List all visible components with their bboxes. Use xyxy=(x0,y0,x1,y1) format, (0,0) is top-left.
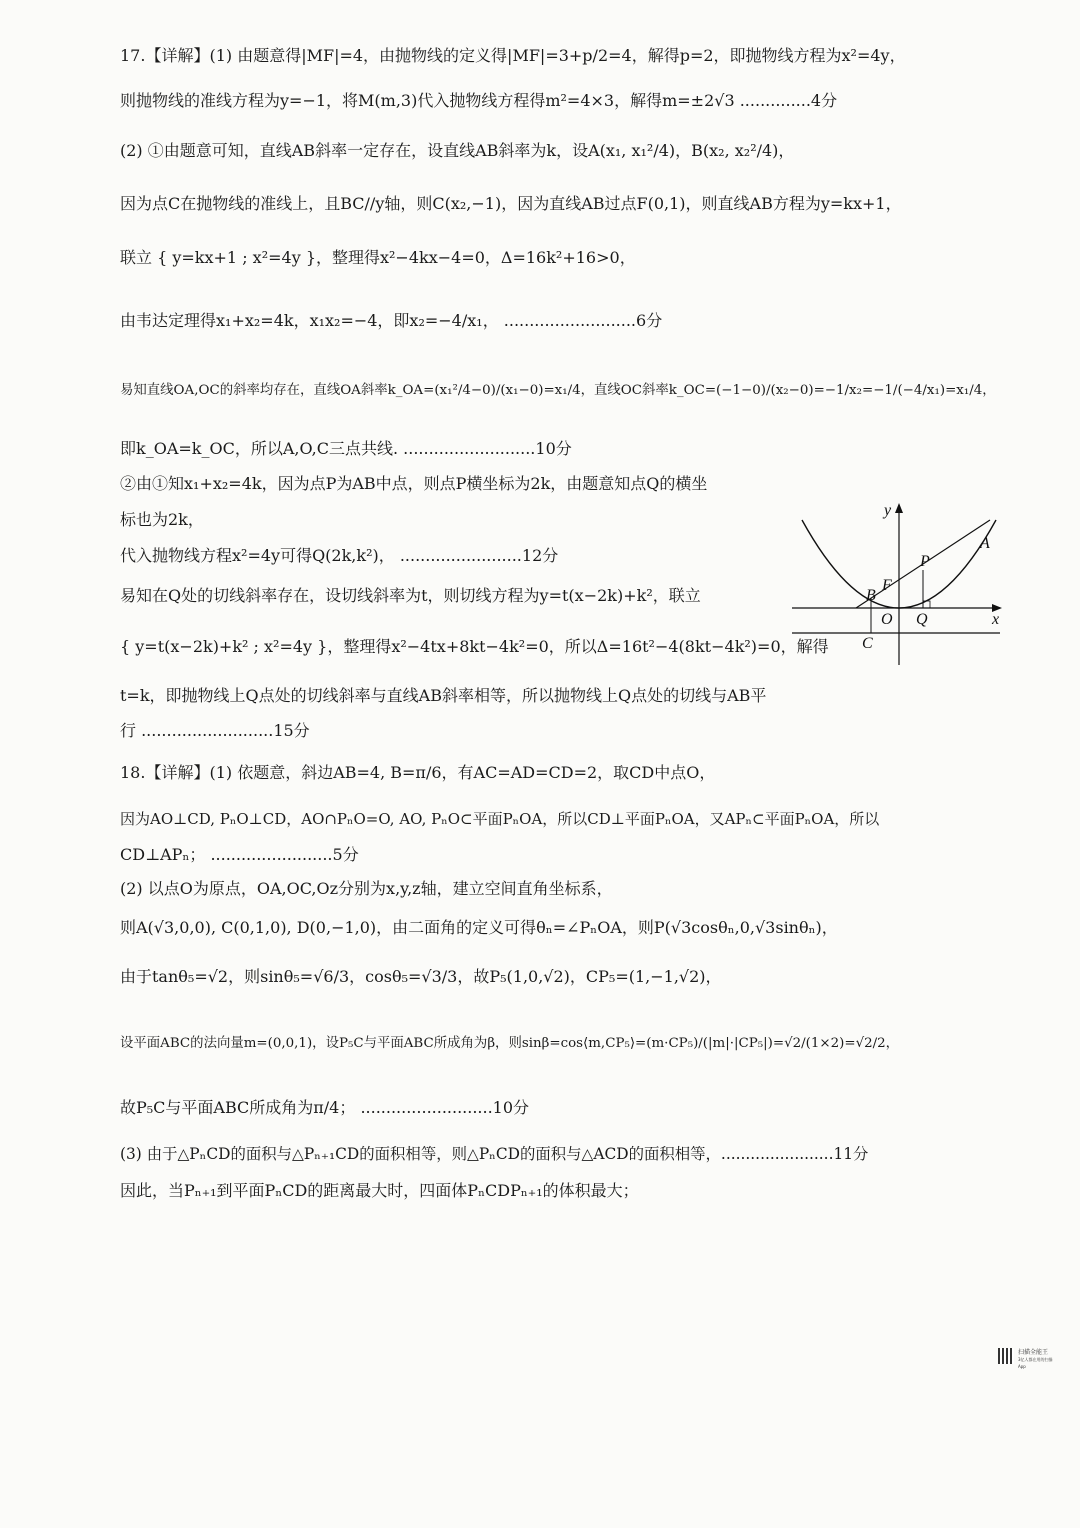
scanner-watermark xyxy=(1018,1349,1056,1369)
text-line: { y=t(x−2k)+k² ; x²=4y }，整理得x²−4tx+8kt−4k²=0，所以Δ=16t²−4(8kt−4k²)=0，解得 xyxy=(120,637,829,656)
label-x: x xyxy=(992,611,1000,628)
text-line: 设平面ABC的法向量m=(0,0,1)，设P₅C与平面ABC所成角为β，则sinβ=cos⟨m,CP₅⟩=(m·CP₅)/(|m|·|CP₅|)=√2/(1×2)=√2/2， xyxy=(120,1036,900,1051)
text-line: t=k，即抛物线上Q点处的切线斜率与直线AB斜率相等，所以抛物线上Q点处的切线与AB平 xyxy=(120,686,767,705)
parabola-figure xyxy=(792,500,1007,670)
text-line: 17.【详解】(1) 由题意得|MF|=4，由抛物线的定义得|MF|=3+p/2=4，解得p=2，即抛物线方程为x²=4y， xyxy=(120,46,906,65)
text-line: 18.【详解】(1) 依题意，斜边AB=4, B=π/6，有AC=AD=CD=2，取CD中点O， xyxy=(120,763,716,782)
label-b: B xyxy=(866,587,876,604)
label-q: Q xyxy=(916,611,928,628)
label-p: P xyxy=(920,553,930,570)
text-line: 因为AO⊥CD, PₙO⊥CD，AO∩PₙO=O, AO, PₙO⊂平面PₙOA，所以CD⊥平面PₙOA，又APₙ⊂平面PₙOA，所以 xyxy=(120,810,880,828)
watermark-subtitle: 3亿人都在用的扫描App xyxy=(1018,1357,1053,1369)
text-line: ②由①知x₁+x₂=4k，因为点P为AB中点，则点P横坐标为2k，由题意知点Q的横坐 xyxy=(120,474,708,493)
label-a: A xyxy=(980,535,990,552)
text-line: 因为点C在抛物线的准线上，且BC//y轴，则C(x₂,−1)，因为直线AB过点F(0,1)，则直线AB方程为y=kx+1， xyxy=(120,194,902,213)
y-axis-arrow xyxy=(895,503,903,513)
text-line: 易知在Q处的切线斜率存在，设切线斜率为t，则切线方程为y=t(x−2k)+k²，联立 xyxy=(120,586,701,605)
text-line: 代入抛物线方程x²=4y可得Q(2k,k²)， ........................12分 xyxy=(120,546,559,565)
text-line: 标也为2k， xyxy=(120,510,204,529)
qr-code-icon xyxy=(998,1348,1014,1364)
label-f: F xyxy=(882,577,892,594)
text-line: 易知直线OA,OC的斜率均存在，直线OA斜率k_OA=(x₁²/4−0)/(x₁−0)=x₁/4，直线OC斜率k_OC=(−1−0)/(x₂−0)=−1/x₂=−1/(−4/x₁)=x₁/4， xyxy=(120,383,996,398)
text-line: CD⊥APₙ； ........................5分 xyxy=(120,845,359,864)
text-line: 由韦达定理得x₁+x₂=4k，x₁x₂=−4，即x₂=−4/x₁， ..........................6分 xyxy=(120,311,663,330)
text-line: 则A(√3,0,0), C(0,1,0), D(0,−1,0)，由二面角的定义可得θₙ=∠PₙOA，则P(√3cosθₙ,0,√3sinθₙ)， xyxy=(120,918,838,937)
text-line: 因此，当Pₙ₊₁到平面PₙCD的距离最大时，四面体PₙCDPₙ₊₁的体积最大； xyxy=(120,1181,639,1200)
label-c: C xyxy=(862,635,873,652)
watermark-title: 扫描全能王 xyxy=(1018,1349,1049,1356)
text-line: 行 ..........................15分 xyxy=(120,721,310,740)
label-o: O xyxy=(881,611,893,628)
text-line: 则抛物线的准线方程为y=−1，将M(m,3)代入抛物线方程得m²=4×3，解得m=±2√3 ..............4分 xyxy=(120,91,838,110)
text-line: (2) 以点O为原点，OA,OC,Oz分别为x,y,z轴，建立空间直角坐标系， xyxy=(120,879,613,898)
label-y: y xyxy=(884,502,892,519)
text-line: 联立 { y=kx+1 ; x²=4y }，整理得x²−4kx−4=0，Δ=16k²+16>0， xyxy=(120,248,636,267)
text-line: 由于tanθ₅=√2，则sinθ₅=√6/3，cosθ₅=√3/3，故P₅(1,0,√2)，CP₅=(1,−1,√2)， xyxy=(120,967,722,986)
text-line: 即k_OA=k_OC，所以A,O,C三点共线. ..........................10分 xyxy=(120,439,572,458)
text-line: (3) 由于△PₙCD的面积与△Pₙ₊₁CD的面积相等，则△PₙCD的面积与△ACD的面积相等，.......................11分 xyxy=(120,1145,869,1163)
text-line: 故P₅C与平面ABC所成角为π/4； ..........................10分 xyxy=(120,1098,530,1117)
text-line: (2) ①由题意可知，直线AB斜率一定存在，设直线AB斜率为k，设A(x₁, x₁²/4)，B(x₂, x₂²/4)， xyxy=(120,141,795,160)
